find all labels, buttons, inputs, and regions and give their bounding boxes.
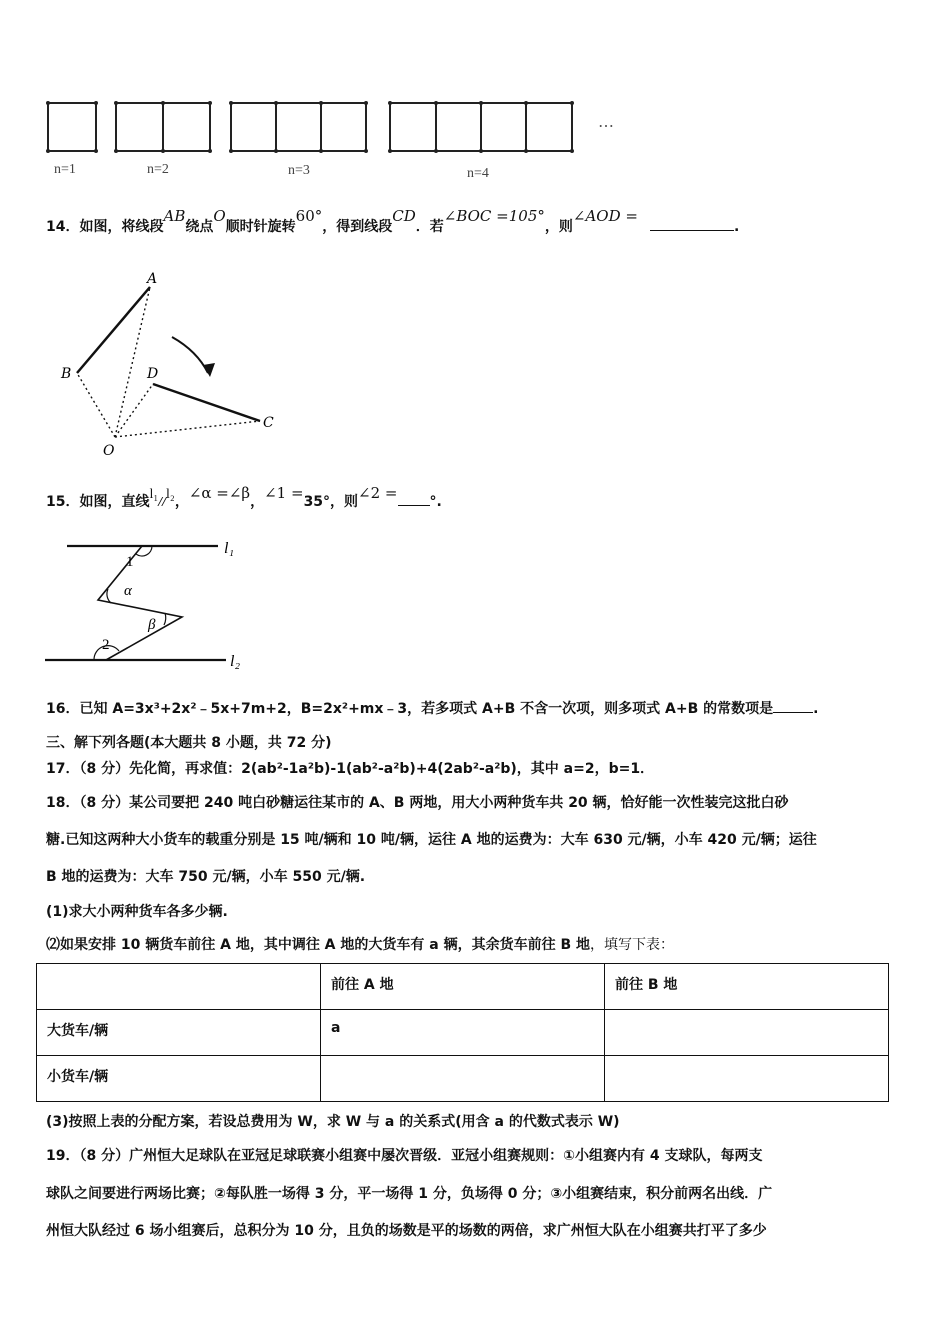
question-19-line-2: 球队之间要进行两场比赛；②每队胜一场得 3 分，平一场得 1 分，负场得 0 分；③小组赛结束，积分前两名出线．广 — [46, 1186, 773, 1202]
label-B: B — [61, 366, 72, 382]
table-cell — [37, 964, 321, 1010]
question-15: 15．如图，直线l₁//l₂，∠α =∠β，∠1 =35°，则∠2 = °. — [46, 484, 442, 510]
question-14: 14．如图，将线段AB绕点O顺时针旋转60°，得到线段CD．若∠BOC =105°，则∠AOD =. — [46, 207, 740, 235]
label-angle-1: 1 — [126, 554, 134, 570]
pattern-label-1: n=1 — [54, 162, 76, 177]
question-18-part-1: (1)求大小两种货车各多少辆. — [46, 904, 228, 920]
pattern-n3 — [231, 103, 366, 151]
table-row — [37, 1010, 889, 1056]
table-cell[interactable] — [605, 1010, 889, 1056]
pattern-n4 — [390, 103, 572, 151]
table-header: 前往 A 地 — [321, 964, 605, 1010]
label-A: A — [147, 271, 158, 287]
question-19-line-1: 19．（8 分）广州恒大足球队在亚冠足球联赛小组赛中屡次晋级．亚冠小组赛规则：①小组赛内有 4 支球队，每两支 — [46, 1148, 763, 1164]
pattern-label-2: n=2 — [147, 162, 169, 177]
square-pattern-figure — [40, 95, 640, 160]
table-cell: 大货车/辆 — [37, 1010, 321, 1056]
pattern-n1 — [48, 103, 96, 151]
label-O: O — [103, 443, 115, 459]
table-cell[interactable] — [321, 1056, 605, 1102]
q15-answer-blank[interactable] — [398, 505, 430, 506]
table-header-row — [37, 964, 889, 1010]
allocation-table — [36, 963, 889, 1102]
label-l2: l₂ — [230, 653, 241, 670]
pattern-n2 — [116, 103, 210, 151]
q16-answer-blank[interactable] — [773, 712, 813, 713]
question-18-part-3: (3)按照上表的分配方案，若设总费用为 W，求 W 与 a 的关系式(用含 a 的代数式表示 W) — [46, 1114, 620, 1130]
question-18-part-2: ⑵如果安排 10 辆货车前往 A 地，其中调往 A 地的大货车有 a 辆，其余货车前往 B 地，填写下表： — [46, 937, 675, 953]
label-beta: β — [148, 617, 156, 633]
pattern-label-3: n=3 — [288, 163, 310, 178]
question-18-line-3: B 地的运费为：大车 750 元/辆，小车 550 元/辆. — [46, 869, 366, 885]
table-header: 前往 B 地 — [605, 964, 889, 1010]
label-C: C — [263, 415, 274, 431]
table-cell: 小货车/辆 — [37, 1056, 321, 1102]
pattern-ellipsis: … — [598, 112, 614, 131]
label-alpha: α — [124, 583, 132, 599]
rotation-figure — [55, 265, 295, 465]
section-3-heading: 三、解下列各题(本大题共 8 小题，共 72 分) — [46, 735, 332, 751]
label-angle-2: 2 — [102, 637, 110, 653]
question-18-line-2: 糖.已知这两种大小货车的载重分别是 15 吨/辆和 10 吨/辆，运往 A 地的运费为：大车 630 元/辆，小车 420 元/辆；运往 — [46, 832, 817, 848]
question-17: 17．（8 分）先化简，再求值：2(ab²-1a²b)-1(ab²-a²b)+4(2ab²-a²b)，其中 a=2，b=1． — [46, 761, 655, 777]
table-cell[interactable]: a — [321, 1010, 605, 1056]
question-19-line-3: 州恒大队经过 6 场小组赛后，总积分为 10 分，且负的场数是平的场数的两倍，求广州恒大队在小组赛共打平了多少 — [46, 1223, 767, 1239]
label-D: D — [147, 366, 159, 382]
question-16: 16．已知 A=3x³+2x²﹣5x+7m+2，B=2x²+mx﹣3，若多项式 A+B 不含一次项，则多项式 A+B 的常数项是 . — [46, 701, 819, 717]
q14-answer-blank[interactable] — [650, 230, 734, 231]
pattern-label-4: n=4 — [467, 166, 489, 181]
table-cell[interactable] — [605, 1056, 889, 1102]
label-l1: l₁ — [224, 540, 235, 557]
table-row — [37, 1056, 889, 1102]
parallel-lines-figure — [40, 533, 260, 673]
question-18-line-1: 18．（8 分）某公司要把 240 吨白砂糖运往某市的 A、B 两地，用大小两种货车共 20 辆，恰好能一次性装完这批白砂 — [46, 795, 789, 811]
